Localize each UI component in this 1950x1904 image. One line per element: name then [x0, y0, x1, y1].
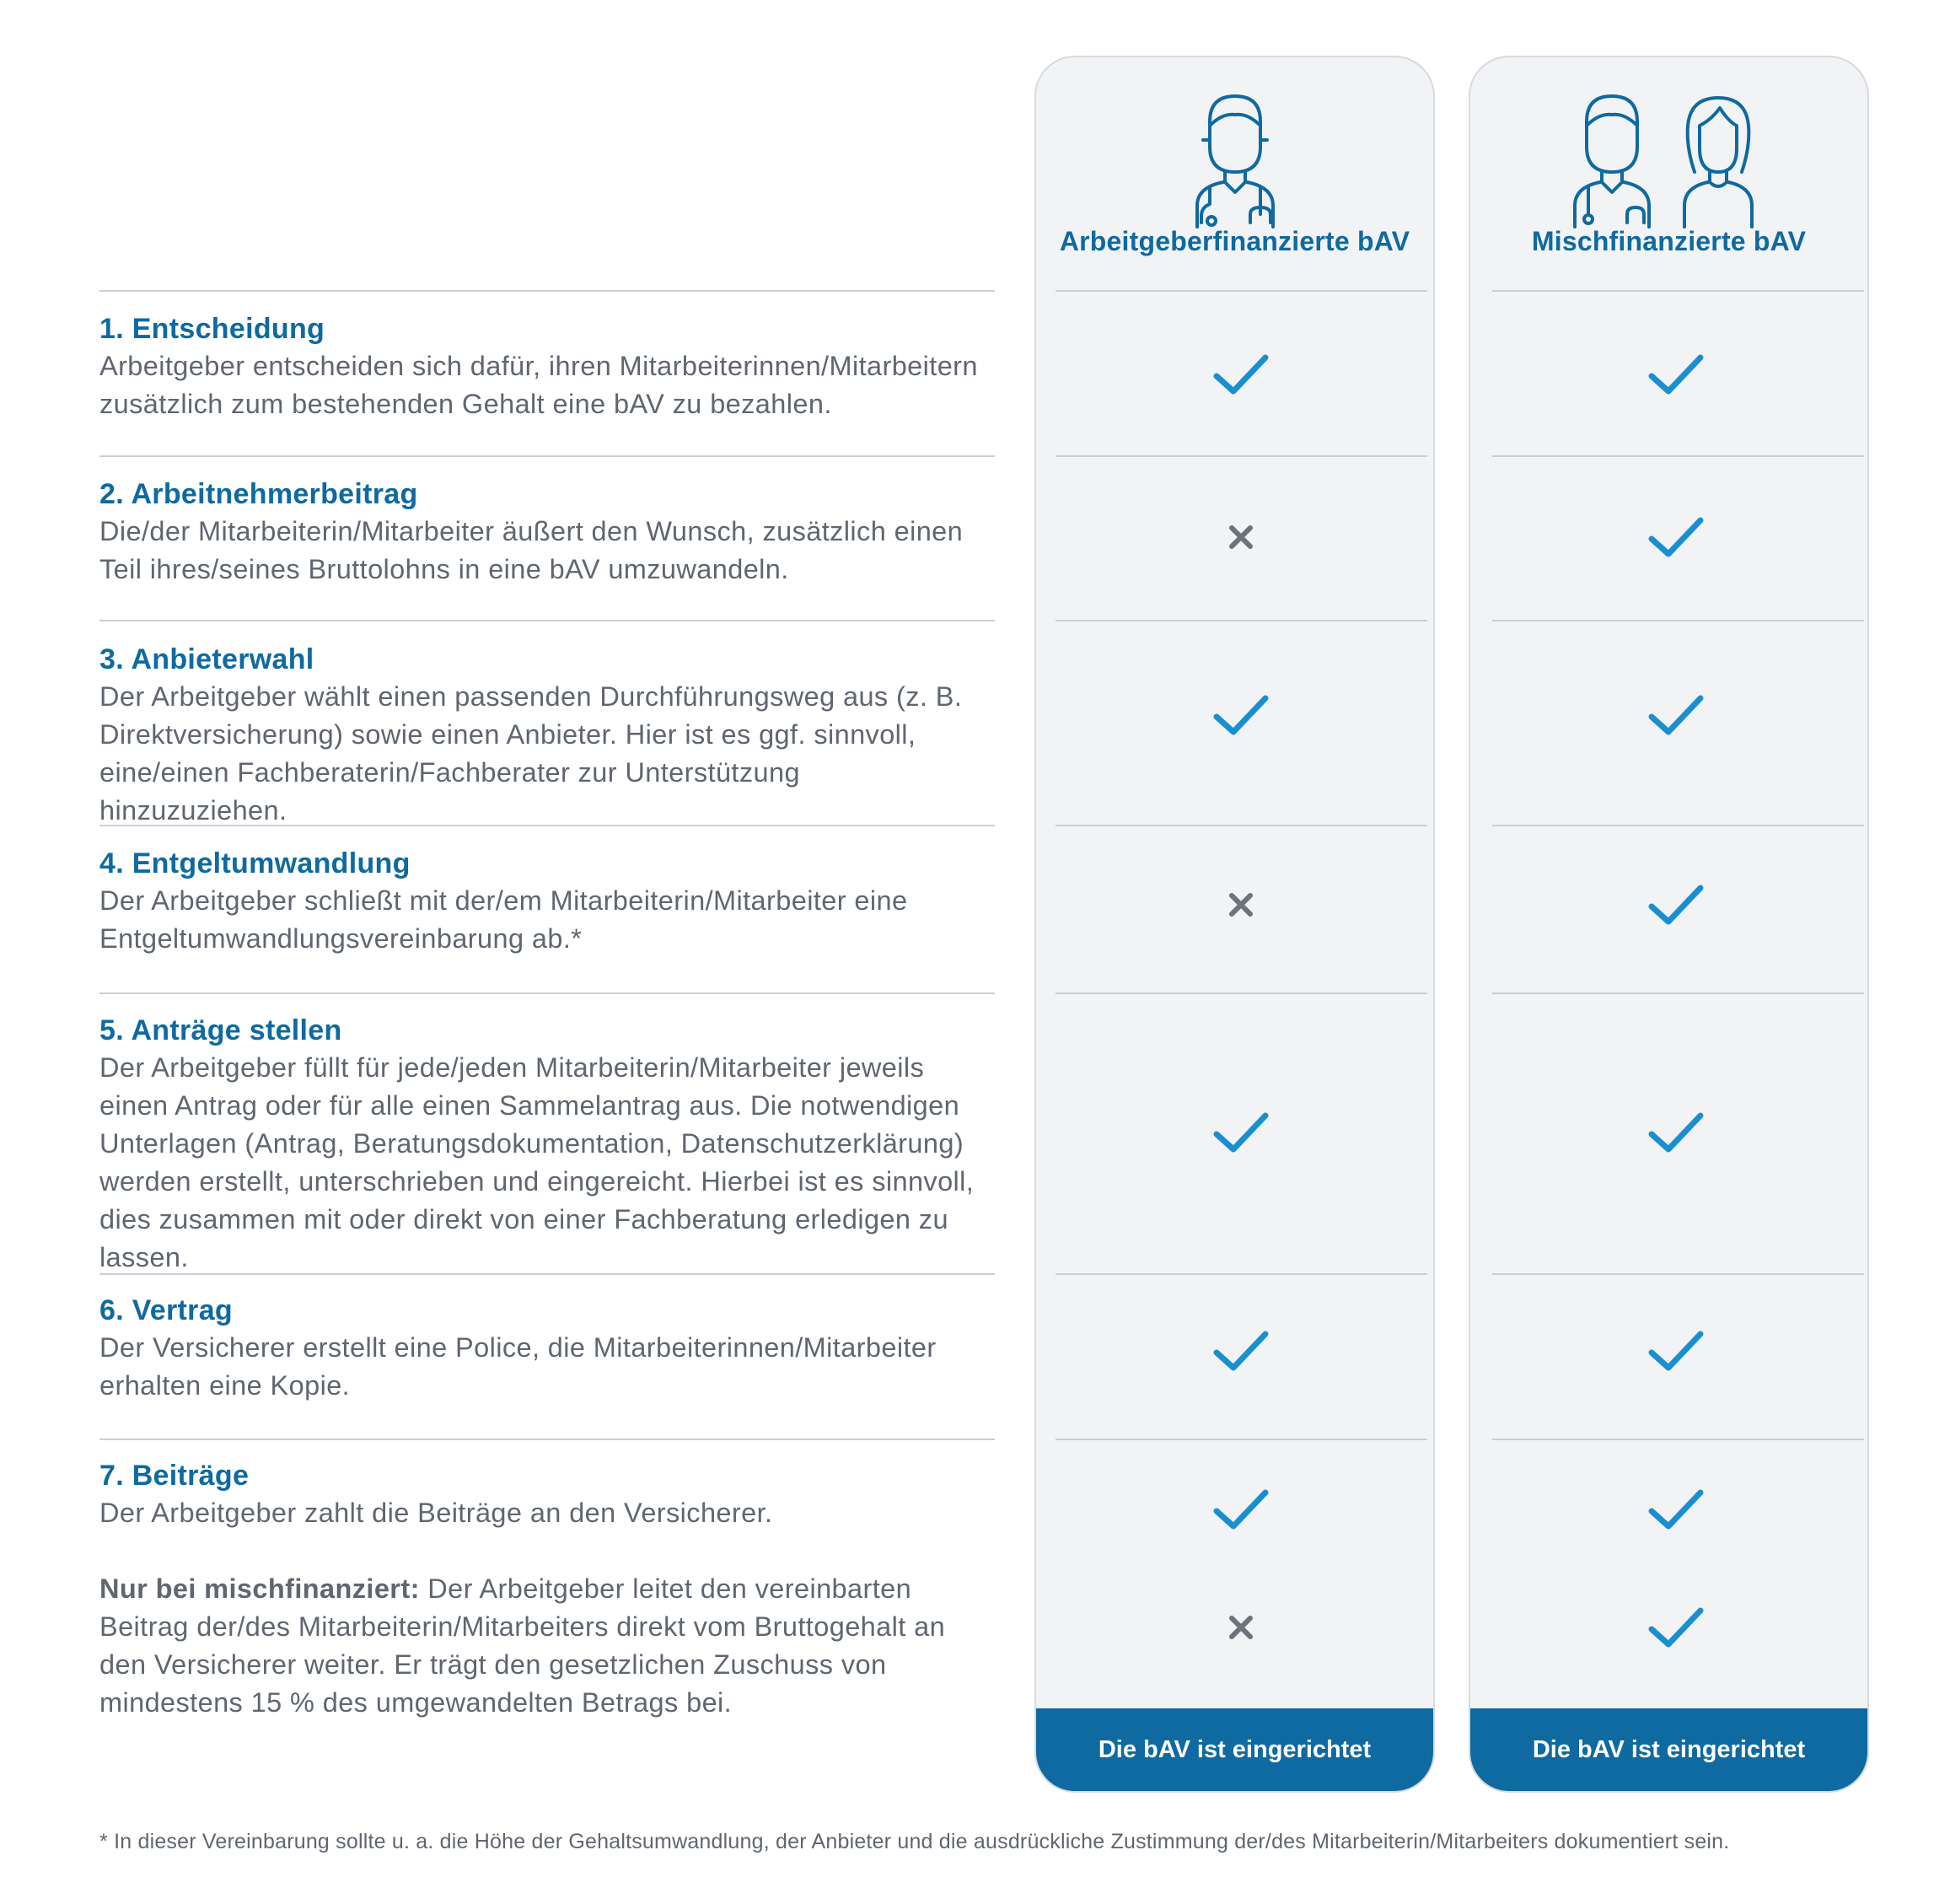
column-footer: Die bAV ist eingerichtet — [1036, 1708, 1433, 1791]
column-footer: Die bAV ist eingerichtet — [1470, 1708, 1867, 1791]
column-title: Arbeitgeberfinanzierte bAV — [1059, 226, 1410, 256]
mixed-only-note — [99, 1570, 993, 1722]
check-icon — [1646, 879, 1706, 930]
divider-line — [1056, 290, 1427, 292]
row-body: Die/der Mitarbeiterin/Mitarbeiter äußert den Wunsch, zusätzlich einen Teil ihres/seines Bruttolohns in eine bAV umzuwandeln. — [99, 516, 964, 584]
cross-icon — [1211, 1602, 1270, 1653]
divider-line — [1056, 1273, 1427, 1275]
row-title: 7. Beiträge — [99, 1460, 250, 1492]
single-person-icon — [1036, 88, 1433, 239]
check-icon — [1646, 1107, 1706, 1158]
row-anbieterwahl — [99, 641, 993, 830]
divider-line — [1056, 620, 1427, 621]
row-body: Der Versicherer erstellt eine Police, die Mitarbeiterinnen/Mitarbeiter erhalten eine Kopie. — [99, 1332, 937, 1401]
check-icon — [1646, 1326, 1706, 1376]
check-icon — [1211, 690, 1270, 740]
check-icon — [1211, 1326, 1270, 1376]
divider-line — [99, 1439, 995, 1440]
two-persons-icon — [1470, 88, 1867, 239]
row-title: 6. Vertrag — [99, 1294, 233, 1326]
row-body: Der Arbeitgeber wählt einen passenden Durchführungsweg aus (z. B. Direktversicherung) sowie einen Anbieter. Hier ist es ggf. sinnvoll, eine/einen Fachberaterin/Fachberater zur Unterstützung hinzuzuziehen. — [99, 681, 963, 826]
divider-line — [99, 290, 995, 292]
row-body: Der Arbeitgeber schließt mit der/em Mitarbeiterin/Mitarbeiter eine Entgeltumwandlungsvereinbarung ab.* — [99, 885, 908, 954]
divider-line — [99, 620, 995, 621]
divider-line — [1492, 825, 1864, 826]
check-icon — [1646, 512, 1706, 562]
row-body: Der Arbeitgeber zahlt die Beiträge an den Versicherer. — [99, 1498, 773, 1528]
cross-icon — [1211, 512, 1270, 562]
row-body: Der Arbeitgeber füllt für jede/jeden Mitarbeiterin/Mitarbeiter jeweils einen Antrag oder für alle einen Sammelantrag aus. Die notwendigen Unterlagen (Antrag, Beratungsdokumentation, Datenschutzerklärung) werden erstellt, unterschrieben und eingereicht. Hierbei ist es sinnvoll, dies zusammen mit oder direkt von einer Fachberatung erledigen zu lassen. — [99, 1052, 975, 1272]
row-title: 5. Anträge stellen — [99, 1014, 342, 1046]
divider-line — [99, 455, 995, 457]
row-title: 3. Anbieterwahl — [99, 643, 314, 675]
check-icon — [1646, 1602, 1706, 1653]
row-vertrag — [99, 1292, 993, 1405]
row-title: 1. Entscheidung — [99, 313, 325, 345]
divider-line — [1056, 1439, 1427, 1440]
divider-line — [1056, 825, 1427, 826]
divider-line — [1056, 455, 1427, 457]
column-title: Mischfinanzierte bAV — [1531, 226, 1807, 256]
divider-line — [1056, 992, 1427, 994]
divider-line — [99, 992, 995, 994]
row-title: 2. Arbeitnehmerbeitrag — [99, 478, 418, 510]
divider-line — [1492, 992, 1864, 994]
mixed-only-body: Der Arbeitgeber leitet den vereinbarten Beitrag der/des Mitarbeiterin/Mitarbeiters direkt vom Bruttogehalt an den Versicherer weiter. Er trägt den gesetzlichen Zuschuss von mindestens 15 % des umgewandelten Betrags bei. — [99, 1573, 946, 1718]
check-icon — [1646, 690, 1706, 740]
row-antraege-stellen — [99, 1012, 993, 1277]
row-entgeltumwandlung — [99, 845, 993, 958]
row-beitraege — [99, 1457, 993, 1722]
divider-line — [1492, 620, 1864, 621]
check-icon — [1211, 1107, 1270, 1158]
divider-line — [1492, 290, 1864, 292]
check-icon — [1646, 1484, 1706, 1535]
row-arbeitnehmerbeitrag — [99, 476, 993, 589]
check-icon — [1211, 349, 1270, 400]
check-icon — [1211, 1484, 1270, 1535]
row-body: Arbeitgeber entscheiden sich dafür, ihren Mitarbeiterinnen/Mitarbeitern zusätzlich zum bestehenden Gehalt eine bAV zu bezahlen. — [99, 351, 978, 419]
row-entscheidung — [99, 310, 993, 423]
cross-icon — [1211, 879, 1270, 930]
divider-line — [1492, 1439, 1864, 1440]
divider-line — [1492, 455, 1864, 457]
mixed-only-label: Nur bei mischfinanziert: — [99, 1573, 420, 1604]
divider-line — [1492, 1273, 1864, 1275]
row-title: 4. Entgeltumwandlung — [99, 847, 411, 879]
footnote: * In dieser Vereinbarung sollte u. a. die Höhe der Gehaltsumwandlung, der Anbieter und die ausdrückliche Zustimmung der/des Mitarbeiterin/Mitarbeiters dokumentiert sein. — [99, 1830, 1730, 1853]
check-icon — [1646, 349, 1706, 400]
